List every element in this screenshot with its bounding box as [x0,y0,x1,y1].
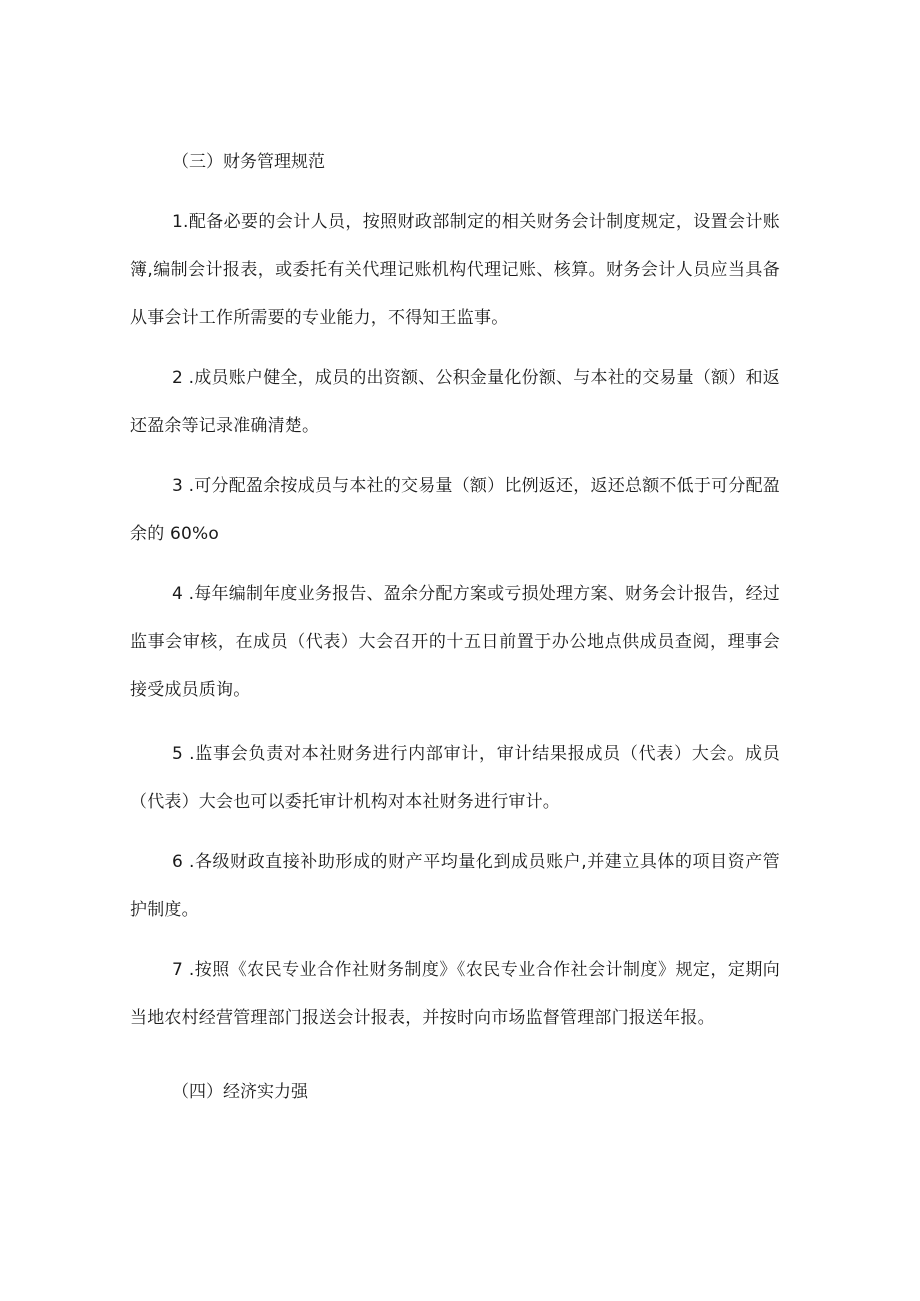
paragraph-5: 5 .监事会负责对本社财务进行内部审计，审计结果报成员（代表）大会。成员（代表）大会也可以委托审计机构对本社财务进行审计。 [130,744,780,812]
paragraph-1: 1.配备必要的会计人员，按照财政部制定的相关财务会计制度规定，设置会计账簿,编制会计报表，或委托有关代理记账机构代理记账、核算。财务会计人员应当具备从事会计工作所需要的专业能力，不得知王监事。 [130,212,780,328]
paragraph-2: 2 .成员账户健全，成员的出资额、公积金量化份额、与本社的交易量（额）和返还盈余等记录准确清楚。 [130,368,780,436]
paragraph-4: 4 .每年编制年度业务报告、盈余分配方案或亏损处理方案、财务会计报告，经过监事会审核，在成员（代表）大会召开的十五日前置于办公地点供成员查阅，理事会接受成员质询。 [130,584,780,700]
paragraph-6: 6 .各级财政直接补助形成的财产平均量化到成员账户,并建立具体的项目资产管护制度。 [130,852,780,920]
section-heading-3: （三）财务管理规范 [172,152,325,172]
paragraph-7: 7 .按照《农民专业合作社财务制度》《农民专业合作社会计制度》规定，定期向当地农村经营管理部门报送会计报表，并按时向市场监督管理部门报送年报。 [130,960,780,1028]
section-heading-4: （四）经济实力强 [172,1082,308,1102]
paragraph-3: 3 .可分配盈余按成员与本社的交易量（额）比例返还，返还总额不低于可分配盈余的 60%o [130,476,780,544]
